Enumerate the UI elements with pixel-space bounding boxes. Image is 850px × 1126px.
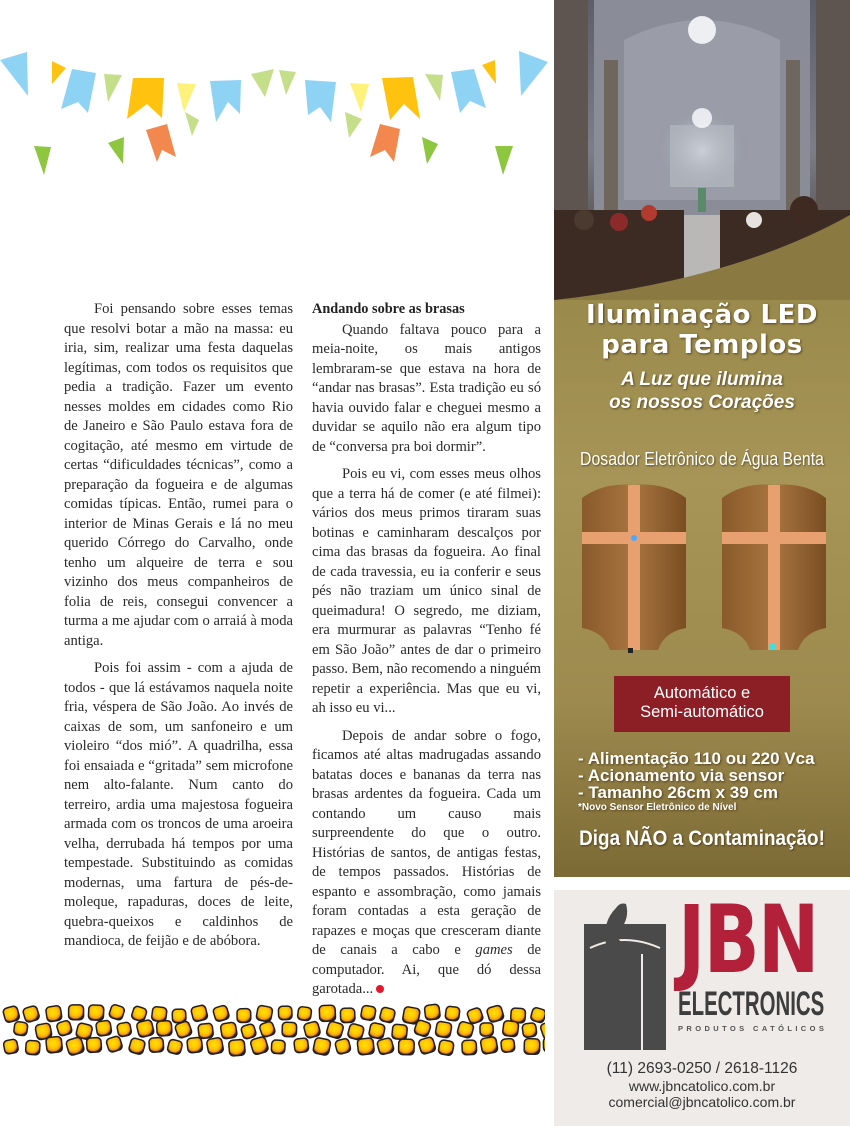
ember-piece bbox=[294, 1038, 309, 1053]
bunting-flag bbox=[146, 124, 176, 162]
ember-piece bbox=[379, 1007, 396, 1024]
ember-piece bbox=[457, 1021, 475, 1039]
ember-piece bbox=[313, 1037, 332, 1056]
ember-piece bbox=[65, 1037, 85, 1057]
bunting-flag bbox=[422, 137, 438, 164]
ember-piece bbox=[524, 1039, 540, 1055]
ember-piece bbox=[445, 1006, 460, 1021]
brand-tagline: PRODUTOS CATÓLICOS bbox=[678, 1024, 828, 1033]
ember-piece bbox=[190, 1004, 208, 1022]
ember-piece bbox=[151, 1006, 167, 1022]
ember-piece bbox=[530, 1007, 545, 1024]
jbn-electronics-ad[interactable] bbox=[554, 890, 850, 1126]
led-lighting-ad[interactable] bbox=[554, 0, 850, 877]
ember-piece bbox=[357, 1038, 375, 1056]
brand-subtitle: ELECTRONICS bbox=[678, 985, 825, 1023]
ember-piece bbox=[486, 1005, 504, 1023]
ember-piece bbox=[206, 1037, 224, 1055]
article-paragraph-final bbox=[312, 727, 541, 1000]
ember-piece bbox=[240, 1023, 256, 1039]
bunting-flag bbox=[52, 61, 66, 84]
ember-piece bbox=[237, 1009, 251, 1023]
ember-piece bbox=[502, 1020, 519, 1037]
bunting-flag bbox=[177, 83, 196, 112]
ember-piece bbox=[167, 1039, 183, 1055]
ember-piece bbox=[543, 1037, 545, 1052]
dispenser-left bbox=[582, 485, 686, 653]
brand-logo-text: JBN bbox=[678, 890, 818, 995]
church-interior-photo bbox=[554, 0, 850, 300]
ember-piece bbox=[108, 1004, 125, 1021]
ember-piece bbox=[198, 1023, 214, 1039]
embers-decoration bbox=[0, 1000, 545, 1062]
ember-piece bbox=[368, 1022, 385, 1039]
ember-piece bbox=[256, 1005, 273, 1022]
bunting-flag bbox=[382, 77, 420, 120]
ember-piece bbox=[22, 1005, 40, 1023]
ad-title-line: Iluminação LED bbox=[586, 300, 818, 330]
ember-piece bbox=[250, 1036, 269, 1055]
section-heading: Andando sobre as brasas bbox=[312, 301, 465, 317]
candle-logo-icon bbox=[584, 902, 666, 1050]
ember-piece bbox=[25, 1040, 40, 1055]
ember-piece bbox=[220, 1022, 237, 1039]
spec-item: - Tamanho 26cm x 39 cm bbox=[578, 783, 778, 802]
ember-piece bbox=[271, 1040, 285, 1054]
ember-piece bbox=[149, 1037, 164, 1052]
ember-piece bbox=[259, 1021, 276, 1038]
paragraph-text: Depois de andar sobre o fogo, ficamos até altas madrugadas assando batatas doces e bananas da terra nas brasas ardentes da fogueira. Cada um contando um causo mais surpreendente do que o outro. Histórias de santos, de antigas festas, de tempos passados. Histórias de espanto e assombração, como jamais foram contadas a esta geração de rapazes e moças que cresceram diante de canais a cabo e bbox=[312, 727, 541, 958]
ember-piece bbox=[435, 1021, 452, 1038]
ember-piece bbox=[466, 1007, 484, 1025]
ember-piece bbox=[45, 1005, 62, 1022]
bunting-decoration bbox=[0, 40, 555, 180]
ember-piece bbox=[117, 1022, 132, 1037]
spec-note: *Novo Sensor Eletrônico de Nível bbox=[578, 802, 737, 813]
ember-piece bbox=[2, 1005, 20, 1023]
article-paragraph: Foi pensando sobre esses temas que resolvi botar a mão na massa: eu iria, sim, realizar uma festa daquelas legítimas, com todos os requisitos que pedia a tradição. Fazer um evento nesses moldes em cidades como Rio de Janeiro e São Paulo estava fora de cogitação, até mesmo em virtude de certas “dificuldades técnicas”, como a preparação da fogueira e de algumas comidas típicas. Então, rumei para o interior de Minas Gerais e lá no meu querido Córrego do Carvalho, onde tenho um alqueire de terra e sou vizinho dos meus companheiros de folia de reis, consegui convencer a turma a me ajudar com o arraiá à moda antiga. bbox=[64, 301, 293, 649]
email-link[interactable]: comercial@jbncatolico.com.br bbox=[608, 1094, 796, 1110]
ember-piece bbox=[377, 1037, 395, 1055]
spec-item: - Acionamento via sensor bbox=[578, 766, 785, 785]
bunting-flag bbox=[279, 70, 296, 95]
ember-piece bbox=[424, 1004, 440, 1020]
ember-piece bbox=[462, 1040, 477, 1055]
ember-piece bbox=[56, 1020, 73, 1037]
ember-piece bbox=[172, 1009, 186, 1023]
mode-line: Semi-automático bbox=[640, 703, 764, 721]
bunting-flag bbox=[104, 74, 122, 102]
ember-piece bbox=[46, 1036, 63, 1053]
ad-title bbox=[554, 300, 850, 362]
article-column-2 bbox=[312, 300, 541, 1008]
spec-item: - Alimentação 110 ou 220 Vca bbox=[578, 749, 815, 768]
ember-piece bbox=[131, 1005, 148, 1022]
bunting-flag bbox=[519, 51, 548, 96]
ember-piece bbox=[480, 1023, 493, 1036]
ember-piece bbox=[297, 1006, 312, 1021]
ember-piece bbox=[278, 1006, 292, 1020]
ember-piece bbox=[136, 1019, 155, 1038]
bunting-flag bbox=[210, 80, 241, 122]
ember-piece bbox=[106, 1035, 124, 1053]
bunting-flag bbox=[61, 69, 96, 113]
ad-product-name: Dosador Eletrônico de Água Benta bbox=[580, 449, 824, 469]
bunting-flag bbox=[0, 52, 28, 96]
end-mark-icon bbox=[376, 985, 384, 993]
article-paragraph: Pois eu vi, com esses meus olhos que a terra há de comer (e até filmei): vários dos meus primos tiraram suas botinas e caminharam descalços por cima das brasas da fogueira. Ao final de cada travessia, eu ia conferir e seus pés não traziam um único sinal de queimadura! O segredo, me diziam, era murmurar as palavras “Tenho fé em São João” antes de dar o primeiro passo. Bem, não recomendo a ninguém repetir a experiência. Mas que eu vi, ah isso eu vi... bbox=[312, 466, 541, 716]
ember-piece bbox=[347, 1023, 365, 1041]
ember-piece bbox=[13, 1021, 28, 1036]
ember-piece bbox=[326, 1021, 345, 1040]
bunting-flag bbox=[127, 78, 164, 119]
holy-water-dispensers-image bbox=[554, 480, 850, 670]
ad-title-line: para Templos bbox=[601, 330, 803, 360]
ember-piece bbox=[3, 1039, 19, 1055]
ember-piece bbox=[319, 1005, 336, 1022]
bunting-flag bbox=[425, 74, 443, 101]
bunting-flag bbox=[370, 124, 400, 162]
ember-piece bbox=[88, 1005, 104, 1021]
ember-piece bbox=[360, 1005, 376, 1021]
ad-slogan: Diga NÃO a Contaminação! bbox=[579, 827, 825, 850]
italic-word: games bbox=[475, 942, 513, 958]
ember-piece bbox=[187, 1037, 203, 1053]
phone-number: (11) 2693-0250 / 2618-1126 bbox=[606, 1060, 798, 1077]
article-paragraph: Quando faltava pouco para a meia-noite, os mais antigos lembraram-se que estava na hora de “andar nas brasas”. Esta tradição eu só havia ouvido falar e cheguei mesmo a duvidar se aquilo não era algum tipo de “conversa pra boi dormir”. bbox=[312, 321, 541, 455]
contact-info bbox=[554, 1060, 850, 1110]
bunting-flag bbox=[108, 137, 124, 164]
mode-line: Automático e bbox=[653, 684, 751, 702]
product-specs bbox=[578, 750, 815, 814]
operation-mode-badge bbox=[614, 676, 790, 732]
ember-piece bbox=[95, 1020, 112, 1037]
bunting-flag bbox=[350, 83, 369, 112]
article-paragraph: Pois foi assim - com a ajuda de todos - que lá estávamos naquela noite fria, véspera de São João. Ao invés de caixas de som, um sanfoneiro e um violeiro “dos mió”. A quadrilha, essa foi ensaiada e “gritada” sem microfone nem alto-falante. Num canto do terreiro, ardia uma majestosa fogueira armada com os troncos de uma aroeira velha, derrubada há tempos por uma tempestade. Substituindo as comidas modernas, uma fartura de pés-de-moleque, rapaduras, doces de leite, quebra-queixos e caldinhos de mandioca, de feijão e de abóbora. bbox=[64, 660, 293, 949]
article-column-1 bbox=[64, 300, 293, 960]
ember-piece bbox=[418, 1036, 436, 1054]
bunting-flag bbox=[251, 69, 274, 97]
ember-piece bbox=[522, 1022, 537, 1037]
ember-piece bbox=[229, 1039, 246, 1056]
ember-piece bbox=[303, 1021, 321, 1039]
ember-piece bbox=[340, 1008, 355, 1023]
ember-piece bbox=[334, 1038, 351, 1055]
ember-piece bbox=[156, 1020, 172, 1036]
ember-piece bbox=[86, 1037, 101, 1052]
ember-piece bbox=[398, 1039, 414, 1055]
bunting-flag bbox=[185, 112, 199, 136]
ember-piece bbox=[392, 1024, 408, 1040]
ember-piece bbox=[69, 1005, 84, 1020]
bunting-flag bbox=[345, 112, 362, 138]
bunting-flag bbox=[34, 146, 51, 175]
ember-piece bbox=[480, 1036, 498, 1054]
website-link[interactable]: www.jbncatolico.com.br bbox=[628, 1078, 776, 1094]
bunting-flag bbox=[451, 69, 486, 113]
ad-subtitle-line: os nossos Corações bbox=[609, 392, 795, 413]
bunting-flag bbox=[482, 60, 496, 84]
bunting-flag bbox=[305, 80, 336, 122]
ember-piece bbox=[212, 1005, 230, 1023]
ad-subtitle-line: A Luz que ilumina bbox=[621, 369, 783, 390]
ad-subtitle bbox=[554, 368, 850, 416]
ember-piece bbox=[128, 1037, 146, 1055]
ember-piece bbox=[438, 1039, 454, 1055]
dispenser-right bbox=[722, 485, 826, 650]
ember-piece bbox=[501, 1038, 515, 1052]
paragraph-text: de computador. Ai, que dó dessa garotada... bbox=[312, 942, 541, 997]
bunting-flag bbox=[495, 146, 513, 175]
ember-piece bbox=[282, 1022, 297, 1037]
